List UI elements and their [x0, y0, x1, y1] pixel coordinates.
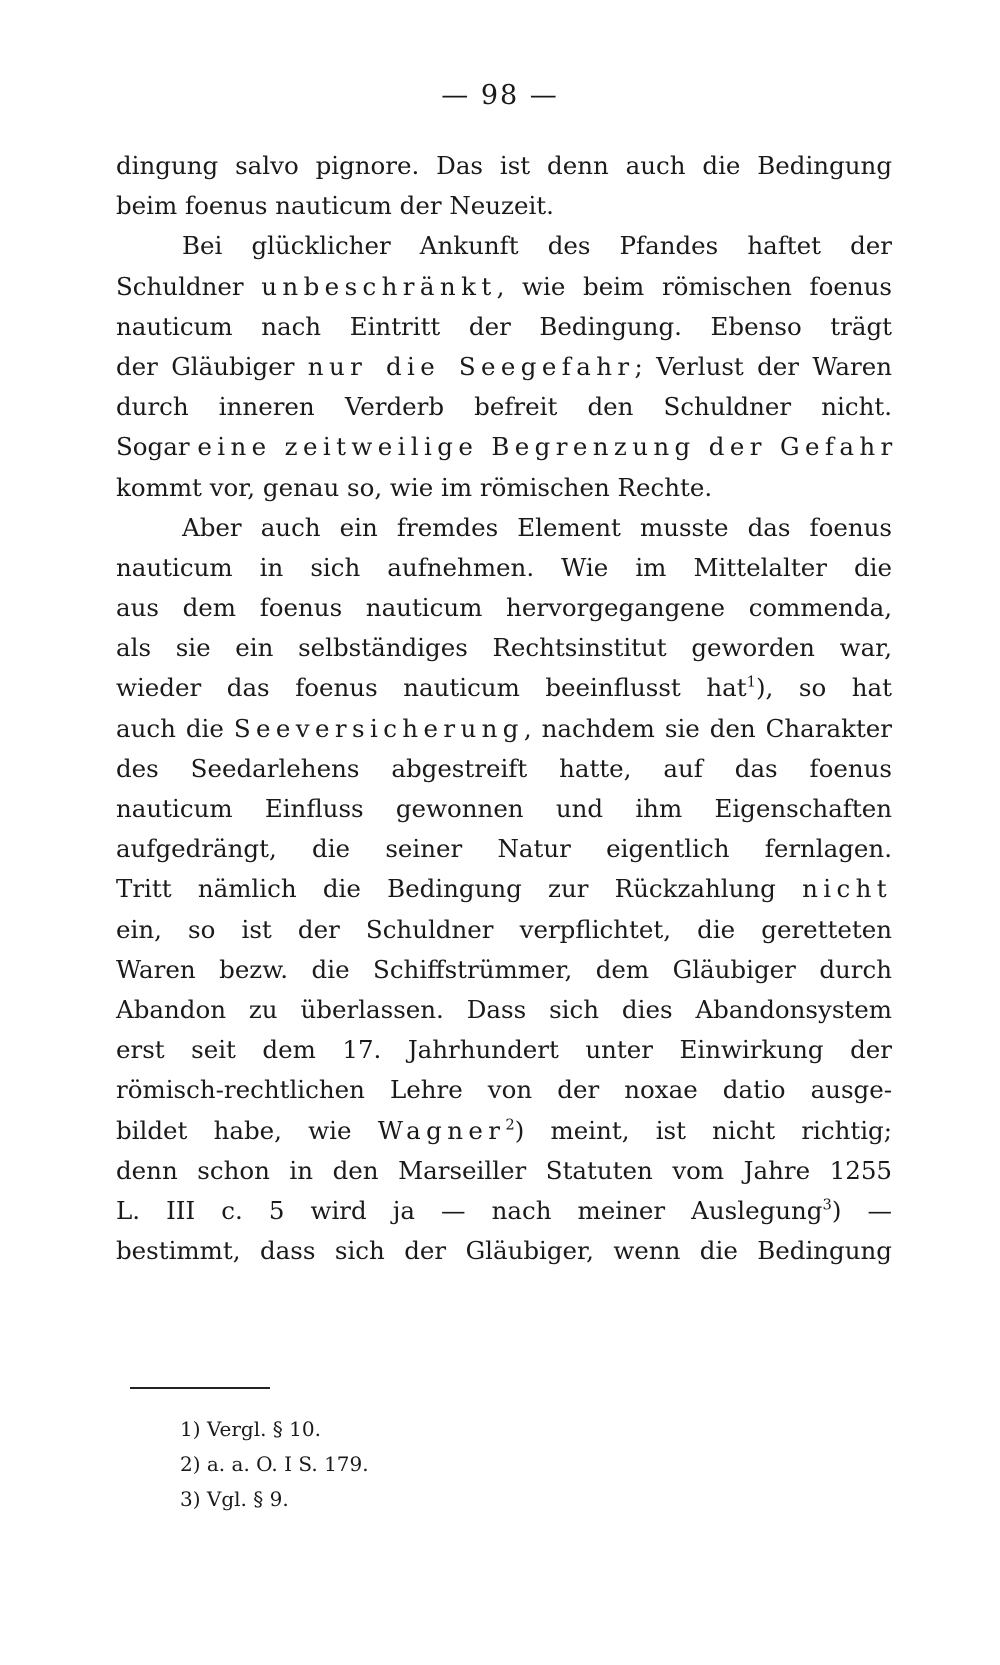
text-line — [116, 950, 892, 990]
text-line — [116, 789, 892, 829]
text-run: auch die — [116, 713, 234, 743]
text-run: Waren bezw. die Schiffstrümmer, dem Gläubiger durch — [116, 954, 892, 984]
text-line — [116, 226, 892, 266]
text-run: nauticum nach Eintritt der Bedingung. Ebenso trägt — [116, 311, 892, 341]
text-line — [116, 829, 892, 869]
emphasized-text: Seeversicherung — [233, 713, 524, 743]
footnotes — [180, 1412, 780, 1517]
text-run: ein, so ist der Schuldner verpflichtet, die geretteten — [116, 914, 892, 944]
footnote: 1) Vergl. § 10. — [180, 1417, 321, 1441]
text-run: ; Verlust der Waren — [634, 351, 892, 381]
text-run: Tritt nämlich die Bedingung zur Rückzahlung — [116, 874, 803, 904]
text-run: römisch-rechtlichen Lehre von der noxae datio ausge- — [116, 1075, 892, 1105]
text-line — [116, 186, 892, 226]
text-line — [116, 1111, 892, 1151]
page-number: — 98 — — [441, 80, 559, 111]
text-run: , wie beim römischen foenus — [496, 271, 892, 301]
footnote-separator — [130, 1387, 270, 1389]
text-line — [116, 668, 892, 708]
text-run: aus dem foenus nauticum hervorgegangene commenda, — [116, 593, 892, 623]
text-line — [116, 1070, 892, 1110]
text-run: dingung salvo pignore. Das ist denn auch die Bedingung — [116, 151, 892, 180]
text-run: Abandon zu überlassen. Dass sich dies Abandonsystem — [116, 994, 892, 1024]
text-line — [116, 508, 892, 548]
text-run: ) — — [831, 1195, 892, 1225]
text-line — [116, 548, 892, 588]
emphasized-text: nicht — [802, 874, 892, 904]
text-line — [116, 307, 892, 347]
body-text — [116, 146, 898, 1271]
text-run: , nachdem sie den Charakter — [523, 713, 893, 743]
text-line — [116, 347, 892, 387]
text-line — [116, 1030, 892, 1070]
text-run: wieder das foenus nauticum beeinflusst hat — [116, 673, 747, 703]
text-run: beim foenus nauticum der Neuzeit. — [116, 191, 554, 221]
text-run: erst seit dem 17. Jahrhundert unter Einwirkung der — [116, 1035, 892, 1065]
text-line — [116, 427, 898, 467]
footnote: 3) Vgl. § 9. — [180, 1487, 289, 1511]
text-run: als sie ein selbständiges Rechtsinstitut geworden war, — [116, 633, 892, 663]
text-run: Bei glücklicher Ankunft des Pfandes haftet der — [182, 231, 892, 261]
text-run: nauticum Einfluss gewonnen und ihm Eigenschaften — [116, 794, 892, 823]
text-line — [116, 1191, 892, 1231]
emphasized-text: unbeschränkt — [261, 271, 497, 301]
text-run: L. III c. 5 wird ja — nach meiner Auslegung — [116, 1195, 823, 1225]
text-run: bildet habe, wie — [116, 1115, 378, 1145]
text-run: ) meint, ist nicht richtig; — [514, 1115, 892, 1145]
text-line — [116, 1151, 892, 1191]
text-line — [116, 709, 892, 749]
text-run: durch inneren Verderb befreit den Schuldner nicht. — [116, 392, 892, 422]
text-line — [116, 749, 892, 789]
text-run: nauticum in sich aufnehmen. Wie im Mittelalter die — [116, 552, 892, 582]
text-line — [116, 468, 892, 508]
text-line — [116, 990, 892, 1030]
text-line — [116, 146, 892, 186]
emphasized-text: eine zeitweilige Begrenzung der Gefahr — [197, 432, 898, 462]
text-line — [116, 387, 892, 427]
footnote-reference: 3 — [822, 1196, 832, 1214]
text-line — [116, 1231, 892, 1271]
emphasized-text: nur die Seegefahr — [307, 351, 635, 381]
footnote: 2) a. a. O. I S. 179. — [180, 1452, 369, 1476]
text-run: Sogar — [116, 432, 198, 462]
text-run: aufgedrängt, die seiner Natur eigentlich fernlagen. — [116, 834, 892, 864]
text-line — [116, 588, 892, 628]
text-line — [116, 267, 892, 307]
footnote-reference: 2 — [505, 1115, 515, 1133]
text-run: denn schon in den Marseiller Statuten vom Jahre 1255 — [116, 1155, 892, 1185]
emphasized-text: Wagner — [377, 1115, 506, 1145]
text-run: Schuldner — [116, 271, 262, 301]
text-line — [116, 628, 892, 668]
text-line — [116, 869, 892, 909]
text-run: des Seedarlehens abgestreift hatte, auf das foenus — [116, 753, 892, 783]
text-run: der Gläubiger — [116, 351, 308, 381]
footnote-reference: 1 — [746, 673, 756, 691]
text-line — [116, 910, 892, 950]
text-run: kommt vor, genau so, wie im römischen Rechte. — [116, 472, 713, 502]
text-run: Aber auch ein fremdes Element musste das foenus — [182, 512, 892, 542]
text-run: bestimmt, dass sich der Gläubiger, wenn die Bedingung — [116, 1236, 892, 1266]
text-run: ), so hat — [755, 673, 892, 703]
